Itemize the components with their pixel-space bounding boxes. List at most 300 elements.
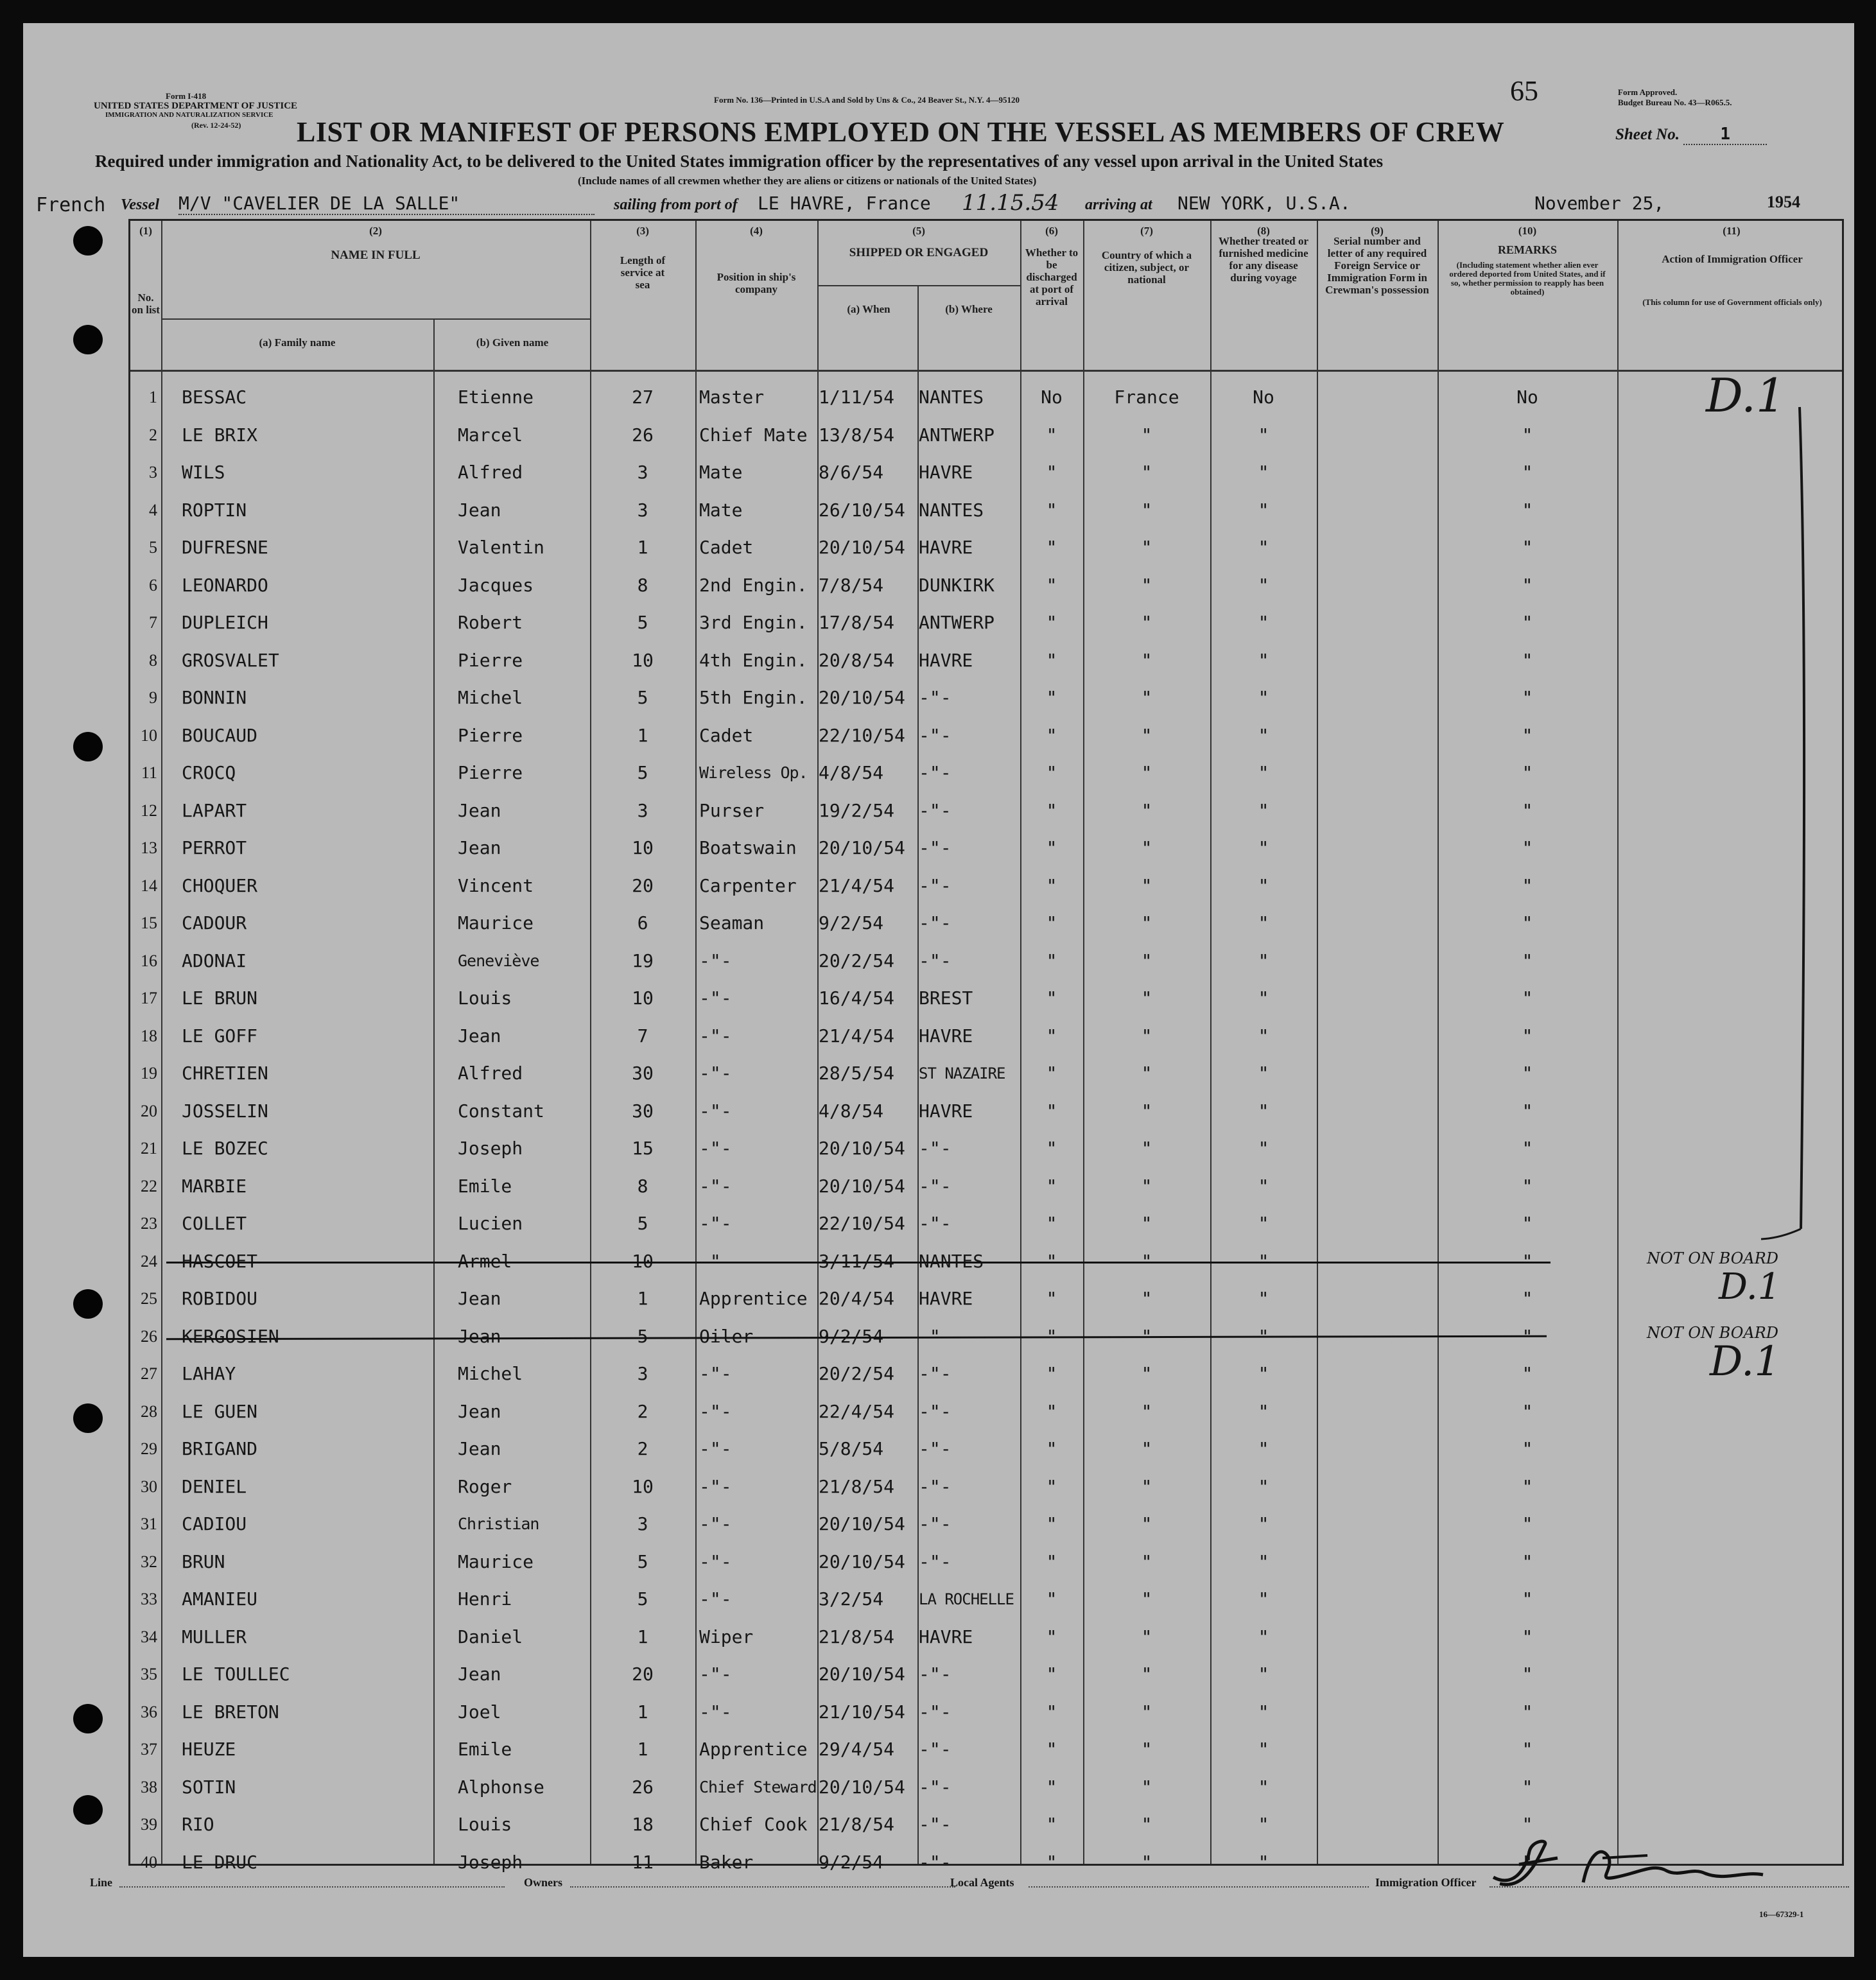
annotation-not-on-board-26: NOT ON BOARD [1647, 1324, 1779, 1342]
cell-family: SOTIN [182, 1776, 236, 1798]
cell-country: " [1141, 1701, 1152, 1723]
col10-num: (10) [1518, 225, 1537, 237]
cell-country: " [1141, 1175, 1152, 1197]
cell-family: AMANIEU [182, 1588, 258, 1610]
cell-remarks: " [1522, 1100, 1533, 1122]
cell-country: " [1141, 724, 1152, 746]
cell-discharged: " [1046, 1701, 1057, 1723]
cell-position: -"- [699, 987, 732, 1009]
cell-medicine: " [1258, 874, 1269, 896]
cell-remarks: " [1522, 1513, 1533, 1534]
cell-country: " [1141, 499, 1152, 521]
cell-country: " [1141, 537, 1152, 558]
cell-position: -"- [699, 1475, 732, 1497]
cell-country: " [1141, 649, 1152, 671]
cell-when: 22/10/54 [819, 1213, 905, 1234]
cell-medicine: " [1258, 462, 1269, 483]
cell-when: 20/2/54 [819, 950, 895, 971]
cell-given: Armel [458, 1250, 512, 1272]
cell-family: LAHAY [182, 1363, 236, 1384]
cell-family: LE GUEN [182, 1400, 258, 1422]
col4-header: Position in ship's company [717, 271, 796, 295]
cell-position: Cadet [699, 537, 754, 558]
cell-service: 18 [632, 1814, 654, 1835]
cell-remarks: " [1522, 1663, 1533, 1685]
cell-discharged: " [1046, 1814, 1057, 1835]
col11-note: (This column for use of Government officials only) [1642, 297, 1822, 307]
cell-discharged: " [1046, 1363, 1057, 1384]
col4-num: (4) [750, 225, 763, 237]
sheet-label [1615, 125, 1767, 145]
cell-position: 5th Engin. [699, 687, 808, 708]
cell-position: Mate [699, 499, 743, 521]
cell-discharged: " [1046, 1550, 1057, 1572]
col8-num: (8) [1257, 225, 1270, 237]
cell-country: " [1141, 799, 1152, 821]
cell-discharged: " [1046, 1475, 1057, 1497]
cell-where: -"- [919, 1814, 951, 1835]
cell-medicine: " [1258, 1663, 1269, 1685]
cell-position: -"- [699, 1100, 732, 1122]
crew-row [130, 1393, 1842, 1431]
footer-agents-label: Local Agents [950, 1876, 1014, 1889]
cell-discharged: " [1046, 649, 1057, 671]
cell-remarks: " [1522, 1814, 1533, 1835]
cell-country: " [1141, 912, 1152, 934]
cell-no: 29 [141, 1439, 157, 1458]
cell-medicine: " [1258, 1626, 1269, 1647]
budget-bureau: Budget Bureau No. 43—R065.5. [1618, 98, 1732, 107]
cell-medicine: " [1258, 1025, 1269, 1046]
crew-row [130, 492, 1842, 530]
cell-family: CADIOU [182, 1513, 247, 1534]
cell-position: Apprentice [699, 1739, 808, 1760]
cell-service: 7 [637, 1025, 648, 1046]
cell-remarks: " [1522, 1851, 1533, 1873]
cell-service: 1 [637, 1701, 648, 1723]
cell-no: 17 [141, 989, 157, 1007]
cell-given: Emile [458, 1739, 512, 1760]
binder-hole [73, 732, 103, 761]
cell-medicine: " [1258, 424, 1269, 446]
footer-officer-label: Immigration Officer [1375, 1876, 1477, 1889]
cell-when: 20/10/54 [819, 1513, 905, 1534]
cell-when: 26/10/54 [819, 499, 905, 521]
cell-where: ANTWERP [919, 612, 995, 633]
manifest-subtitle: Required under immigration and Nationality Act, to be delivered to the United States immigration officer by the representatives of any vessel upon arrival in the United States [95, 152, 1384, 171]
cell-where: -"- [919, 1776, 951, 1798]
cell-medicine: " [1258, 1100, 1269, 1122]
cell-service: 5 [637, 1550, 648, 1572]
crew-row [130, 379, 1842, 417]
cell-country: France [1114, 386, 1179, 408]
cell-service: 8 [637, 574, 648, 596]
cell-family: MARBIE [182, 1175, 247, 1197]
cell-when: 21/10/54 [819, 1701, 905, 1723]
col11-num: (11) [1723, 225, 1741, 237]
cell-remarks: " [1522, 874, 1533, 896]
crew-row [130, 417, 1842, 455]
cell-no: 15 [141, 914, 157, 932]
cell-position: -"- [699, 1025, 732, 1046]
cell-family: BESSAC [182, 386, 247, 408]
cell-family: LEONARDO [182, 574, 268, 596]
cell-remarks: " [1522, 1213, 1533, 1234]
cell-medicine: " [1258, 574, 1269, 596]
cell-medicine: " [1258, 1250, 1269, 1272]
cell-remarks: " [1522, 1175, 1533, 1197]
crew-row [130, 942, 1842, 980]
cell-family: DENIEL [182, 1475, 247, 1497]
cell-remarks: " [1522, 1588, 1533, 1610]
cell-remarks: No [1516, 386, 1538, 408]
cell-no: 7 [149, 613, 157, 632]
cell-remarks: " [1522, 649, 1533, 671]
cell-position: -"- [699, 1063, 732, 1084]
revision-label: (Rev. 12-24-52) [191, 121, 241, 130]
col6-header: Whether to be discharged at port of arrival [1025, 247, 1079, 308]
cell-no: 22 [141, 1176, 157, 1195]
cell-no: 6 [149, 575, 157, 595]
sailing-label: sailing from port of [614, 196, 738, 213]
cell-no: 32 [141, 1552, 157, 1571]
cell-position: -"- [699, 1663, 732, 1685]
cell-given: Jean [458, 799, 501, 821]
crew-row [130, 905, 1842, 942]
cell-service: 5 [637, 687, 648, 708]
col2b-header: (b) Given name [476, 336, 549, 349]
cell-given: Henri [458, 1588, 512, 1610]
cell-where: ANTWERP [919, 424, 995, 446]
cell-remarks: " [1522, 1626, 1533, 1647]
cell-discharged: " [1046, 987, 1057, 1009]
cell-discharged: " [1046, 1663, 1057, 1685]
cell-discharged: " [1046, 950, 1057, 971]
cell-country: " [1141, 1288, 1152, 1309]
crew-row [130, 1619, 1842, 1656]
cell-service: 3 [637, 1363, 648, 1384]
arrival-year: 1954 [1767, 193, 1800, 211]
cell-where: -"- [919, 1400, 951, 1422]
cell-position: Seaman [699, 912, 765, 934]
cell-position: -"- [699, 1513, 732, 1534]
cell-remarks: " [1522, 1438, 1533, 1459]
cell-no: 8 [149, 650, 157, 670]
cell-given: Geneviève [458, 951, 539, 970]
cell-country: " [1141, 1438, 1152, 1459]
cell-given: Valentin [458, 537, 544, 558]
manifest-note: (Include names of all crewmen whether they are aliens or citizens or nationals of the United States) [578, 175, 1037, 187]
cell-country: " [1141, 837, 1152, 858]
sailing-date: 11.15.54 [962, 190, 1059, 216]
header-rule [161, 318, 590, 320]
cell-when: 9/2/54 [819, 1851, 884, 1873]
cell-country: " [1141, 1475, 1152, 1497]
cell-remarks: " [1522, 1400, 1533, 1422]
cell-country: " [1141, 1588, 1152, 1610]
cell-medicine: " [1258, 1363, 1269, 1384]
cell-position: -"- [699, 1250, 732, 1272]
cell-where: -"- [919, 1513, 951, 1534]
cell-given: Alfred [458, 462, 523, 483]
cell-no: 10 [141, 725, 157, 745]
cell-no: 37 [141, 1740, 157, 1759]
cell-when: 17/8/54 [819, 612, 895, 633]
cell-country: " [1141, 1063, 1152, 1084]
cell-family: LE BRETON [182, 1701, 279, 1723]
cell-where: -"- [919, 1475, 951, 1497]
cell-service: 1 [637, 724, 648, 746]
cell-country: " [1141, 1100, 1152, 1122]
cell-medicine: " [1258, 1550, 1269, 1572]
cell-discharged: " [1046, 1288, 1057, 1309]
cell-when: 20/10/54 [819, 837, 905, 858]
cell-given: Pierre [458, 724, 523, 746]
col10-note: (Including statement whether alien ever ordered deported from United States, and if so, whether permission to reapply has been obtained) [1449, 260, 1606, 297]
cell-position: Purser [699, 799, 765, 821]
cell-family: MULLER [182, 1626, 247, 1647]
cell-family: BONNIN [182, 687, 247, 708]
cell-medicine: " [1258, 724, 1269, 746]
cell-when: 19/2/54 [819, 799, 895, 821]
cell-position: Chief Mate [699, 424, 808, 446]
cell-service: 2 [637, 1400, 648, 1422]
approval-bracket-line [1761, 401, 1819, 1248]
cell-family: HASCOET [182, 1250, 258, 1272]
cell-discharged: " [1046, 837, 1057, 858]
cell-medicine: " [1258, 612, 1269, 633]
binder-hole [73, 325, 103, 354]
cell-remarks: " [1522, 1325, 1533, 1347]
cell-remarks: " [1522, 612, 1533, 633]
crew-row [130, 1694, 1842, 1732]
cell-country: " [1141, 762, 1152, 783]
cell-no: 26 [141, 1326, 157, 1346]
cell-medicine: " [1258, 987, 1269, 1009]
cell-remarks: " [1522, 1063, 1533, 1084]
cell-family: LE GOFF [182, 1025, 258, 1046]
cell-remarks: " [1522, 987, 1533, 1009]
cell-service: 19 [632, 950, 654, 971]
cell-family: DUFRESNE [182, 537, 268, 558]
cell-where: BREST [919, 987, 973, 1009]
cell-remarks: " [1522, 799, 1533, 821]
cell-given: Jean [458, 1400, 501, 1422]
cell-given: Michel [458, 687, 523, 708]
arrival-date: November 25, [1534, 193, 1665, 214]
cell-when: 22/4/54 [819, 1400, 895, 1422]
cell-discharged: " [1046, 1851, 1057, 1873]
cell-service: 1 [637, 1626, 648, 1647]
cell-medicine: " [1258, 499, 1269, 521]
footer-line-rule [119, 1886, 505, 1888]
cell-service: 15 [632, 1138, 654, 1159]
cell-family: ROBIDOU [182, 1288, 258, 1309]
binder-hole [73, 1704, 103, 1733]
col8-header: Whether treated or furnished medicine for any disease during voyage [1218, 235, 1309, 284]
cell-remarks: " [1522, 837, 1533, 858]
cell-family: CHOQUER [182, 874, 258, 896]
annotation-d1-row-27: D.1 [1710, 1338, 1781, 1385]
cell-country: " [1141, 1400, 1152, 1422]
footer-line-label: Line [90, 1876, 113, 1889]
col5b-header: (b) Where [945, 303, 993, 315]
crew-row [130, 1355, 1842, 1393]
cell-service: 5 [637, 1325, 648, 1347]
cell-family: BRIGAND [182, 1438, 258, 1459]
cell-position: 4th Engin. [699, 649, 808, 671]
cell-medicine: " [1258, 1213, 1269, 1234]
col3-num: (3) [636, 225, 649, 237]
cell-where: HAVRE [919, 462, 973, 483]
cell-when: 4/8/54 [819, 762, 884, 783]
cell-family: ROPTIN [182, 499, 247, 521]
cell-service: 6 [637, 912, 648, 934]
cell-position: Mate [699, 462, 743, 483]
cell-when: 22/10/54 [819, 724, 905, 746]
cell-discharged: " [1046, 574, 1057, 596]
cell-country: " [1141, 1739, 1152, 1760]
cell-remarks: " [1522, 499, 1533, 521]
cell-no: 19 [141, 1064, 157, 1082]
cell-no: 24 [141, 1251, 157, 1271]
cell-service: 2 [637, 1438, 648, 1459]
cell-when: 8/6/54 [819, 462, 884, 483]
cell-given: Joseph [458, 1851, 523, 1873]
cell-position: -"- [699, 1550, 732, 1572]
cell-discharged: " [1046, 1063, 1057, 1084]
binder-hole [73, 226, 103, 256]
cell-when: 21/4/54 [819, 1025, 895, 1046]
cell-given: Maurice [458, 912, 534, 934]
crew-row [130, 829, 1842, 867]
crew-row [130, 1731, 1842, 1769]
cell-given: Louis [458, 1814, 512, 1835]
cell-where: LA ROCHELLE [919, 1590, 1014, 1608]
cell-country: " [1141, 1513, 1152, 1534]
cell-when: 20/10/54 [819, 537, 905, 558]
cell-service: 30 [632, 1100, 654, 1122]
officer-signature [1487, 1832, 1769, 1897]
cell-no: 13 [141, 838, 157, 857]
form-approved: Form Approved. [1618, 87, 1678, 97]
cell-service: 1 [637, 1739, 648, 1760]
cell-where: NANTES [919, 1250, 984, 1272]
cell-when: 21/8/54 [819, 1626, 895, 1647]
cell-family: PERROT [182, 837, 247, 858]
cell-discharged: " [1046, 724, 1057, 746]
cell-remarks: " [1522, 1701, 1533, 1723]
cell-remarks: " [1522, 574, 1533, 596]
cell-country: " [1141, 1325, 1152, 1347]
cell-family: RIO [182, 1814, 214, 1835]
cell-when: 20/10/54 [819, 1550, 905, 1572]
col11-header: Action of Immigration Officer [1662, 253, 1803, 265]
col1-header: No. on list [132, 291, 160, 316]
col9-num: (9) [1371, 225, 1384, 237]
col5-header: SHIPPED OR ENGAGED [849, 246, 989, 259]
cell-no: 27 [141, 1364, 157, 1383]
cell-discharged: " [1046, 1438, 1057, 1459]
cell-no: 21 [141, 1139, 157, 1158]
cell-remarks: " [1522, 1776, 1533, 1798]
cell-family: BRUN [182, 1550, 225, 1572]
cell-service: 3 [637, 462, 648, 483]
cell-service: 10 [632, 837, 654, 858]
cell-service: 5 [637, 1588, 648, 1610]
cell-where: -"- [919, 1739, 951, 1760]
crew-row [130, 1205, 1842, 1243]
cell-position: -"- [699, 1363, 732, 1384]
cell-when: 3/11/54 [819, 1250, 895, 1272]
col7-header: Country of which a citizen, subject, or national [1101, 249, 1192, 286]
cell-medicine: " [1258, 799, 1269, 821]
crew-row [130, 1430, 1842, 1468]
cell-given: Joseph [458, 1138, 523, 1159]
header-rule [817, 285, 1020, 286]
crew-row [130, 454, 1842, 492]
cell-remarks: " [1522, 687, 1533, 708]
cell-medicine: " [1258, 1588, 1269, 1610]
cell-no: 33 [141, 1590, 157, 1608]
cell-medicine: " [1258, 1851, 1269, 1873]
cell-when: 20/10/54 [819, 1663, 905, 1685]
cell-given: Jacques [458, 574, 534, 596]
cell-where: -"- [919, 762, 951, 783]
cell-family: KERGOSIEN [182, 1325, 279, 1347]
cell-medicine: " [1258, 687, 1269, 708]
col9-header: Serial number and letter of any required Foreign Service or Immigration Form in Crewman's possession [1325, 235, 1429, 296]
cell-no: 30 [141, 1477, 157, 1496]
cell-given: Etienne [458, 386, 534, 408]
cell-discharged: " [1046, 1739, 1057, 1760]
cell-when: 20/2/54 [819, 1363, 895, 1384]
cell-given: Daniel [458, 1626, 523, 1647]
cell-medicine: " [1258, 1288, 1269, 1309]
crew-row [130, 1018, 1842, 1055]
cell-country: " [1141, 574, 1152, 596]
cell-discharged: " [1046, 1175, 1057, 1197]
cell-no: 35 [141, 1665, 157, 1683]
cell-given: Pierre [458, 762, 523, 783]
cell-remarks: " [1522, 1025, 1533, 1046]
cell-where: -"- [919, 1851, 951, 1873]
cell-family: GROSVALET [182, 649, 279, 671]
cell-discharged: " [1046, 874, 1057, 896]
cell-medicine: " [1258, 1438, 1269, 1459]
cell-where: -"- [919, 912, 951, 934]
cell-remarks: " [1522, 724, 1533, 746]
cell-remarks: " [1522, 1138, 1533, 1159]
cell-medicine: " [1258, 950, 1269, 971]
cell-family: CROCQ [182, 762, 236, 783]
cell-where: HAVRE [919, 1626, 973, 1647]
cell-given: Lucien [458, 1213, 523, 1234]
annotation-d1-top: D.1 [1706, 369, 1785, 422]
cell-where: -"- [919, 799, 951, 821]
cell-discharged: " [1046, 462, 1057, 483]
cell-position: Wiper [699, 1626, 754, 1647]
cell-family: LE TOULLEC [182, 1663, 290, 1685]
cell-position: Chief Cook [699, 1814, 808, 1835]
cell-no: 20 [141, 1101, 157, 1120]
cell-country: " [1141, 1663, 1152, 1685]
cell-family: JOSSELIN [182, 1100, 268, 1122]
service-label: IMMIGRATION AND NATURALIZATION SERVICE [105, 111, 274, 119]
cell-medicine: " [1258, 1325, 1269, 1347]
cell-given: Roger [458, 1475, 512, 1497]
col1-num: (1) [139, 225, 152, 237]
